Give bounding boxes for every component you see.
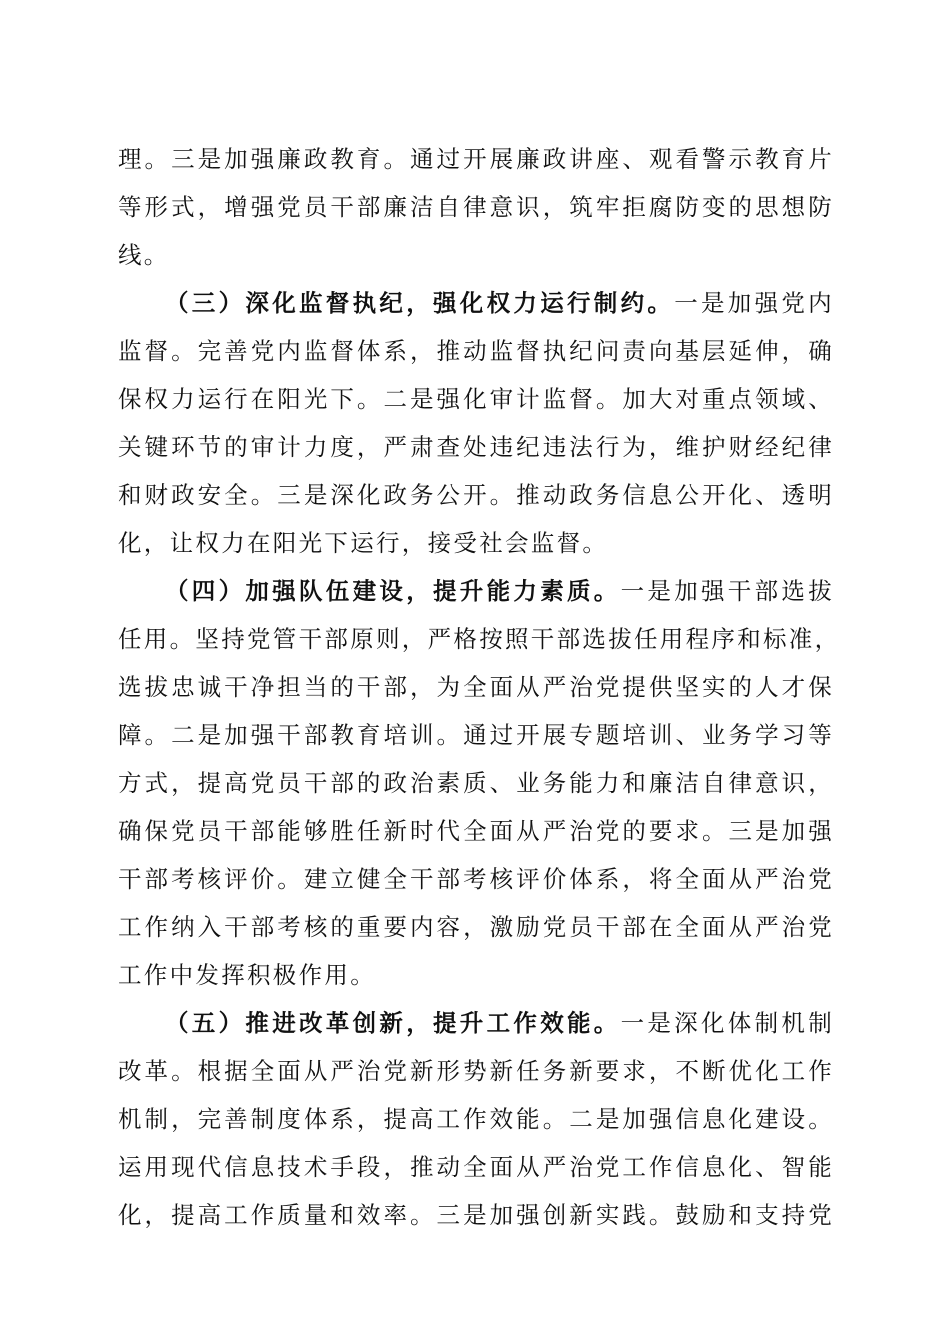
paragraph-line: 干部考核评价。建立健全干部考核评价体系，将全面从严治党 bbox=[118, 865, 834, 893]
section-5-lead-text: 一是深化体制机制 bbox=[620, 1009, 835, 1037]
section-3-lead-text: 一是加强党内 bbox=[674, 289, 834, 317]
section-3-heading: 深化监督执纪，强化权力运行制约。 bbox=[245, 289, 675, 317]
paragraph-line: 和财政安全。三是深化政务公开。推动政务信息公开化、透明 bbox=[118, 481, 834, 509]
paragraph-line: 任用。坚持党管干部原则，严格按照干部选拔任用程序和标准， bbox=[118, 625, 841, 653]
paragraph-line: 障。二是加强干部教育培训。通过开展专题培训、业务学习等 bbox=[118, 721, 834, 749]
paragraph-line: 化，提高工作质量和效率。三是加强创新实践。鼓励和支持党 bbox=[118, 1201, 834, 1229]
section-4-lead-text: 一是加强干部选拔 bbox=[620, 577, 835, 605]
section-5-heading: 推进改革创新，提升工作效能。 bbox=[245, 1009, 621, 1037]
section-3-number: （三） bbox=[165, 289, 246, 317]
paragraph-line: 保权力运行在阳光下。二是强化审计监督。加大对重点领域、 bbox=[118, 385, 834, 413]
paragraph-line: 确保党员干部能够胜任新时代全面从严治党的要求。三是加强 bbox=[118, 817, 834, 845]
paragraph-line: 等形式，增强党员干部廉洁自律意识，筑牢拒腐防变的思想防 bbox=[118, 193, 834, 221]
paragraph-line: 工作纳入干部考核的重要内容，激励党员干部在全面从严治党 bbox=[118, 913, 834, 941]
section-4-heading: 加强队伍建设，提升能力素质。 bbox=[245, 577, 621, 605]
paragraph-line: 关键环节的审计力度，严肃查处违纪违法行为，维护财经纪律 bbox=[118, 433, 834, 461]
section-5-number: （五） bbox=[165, 1009, 246, 1037]
paragraph-line: 运用现代信息技术手段，推动全面从严治党工作信息化、智能 bbox=[118, 1153, 834, 1181]
paragraph-line: 改革。根据全面从严治党新形势新任务新要求，不断优化工作 bbox=[118, 1057, 834, 1085]
section-5-first-line bbox=[165, 1003, 834, 1043]
paragraph-line: 选拔忠诚干净担当的干部，为全面从严治党提供坚实的人才保 bbox=[118, 673, 834, 701]
paragraph-line: 化，让权力在阳光下运行，接受社会监督。 bbox=[118, 529, 609, 557]
paragraph-line: 监督。完善党内监督体系，推动监督执纪问责向基层延伸，确 bbox=[118, 337, 834, 365]
paragraph-line: 机制，完善制度体系，提高工作效能。二是加强信息化建设。 bbox=[118, 1105, 834, 1133]
paragraph-line: 理。三是加强廉政教育。通过开展廉政讲座、观看警示教育片 bbox=[118, 145, 834, 173]
paragraph-line: 线。 bbox=[118, 241, 170, 269]
section-4-first-line bbox=[165, 571, 834, 611]
paragraph-line: 方式，提高党员干部的政治素质、业务能力和廉洁自律意识， bbox=[118, 769, 834, 797]
section-4-number: （四） bbox=[165, 577, 246, 605]
paragraph-line: 工作中发挥积极作用。 bbox=[118, 961, 376, 989]
section-3-first-line bbox=[165, 283, 834, 323]
